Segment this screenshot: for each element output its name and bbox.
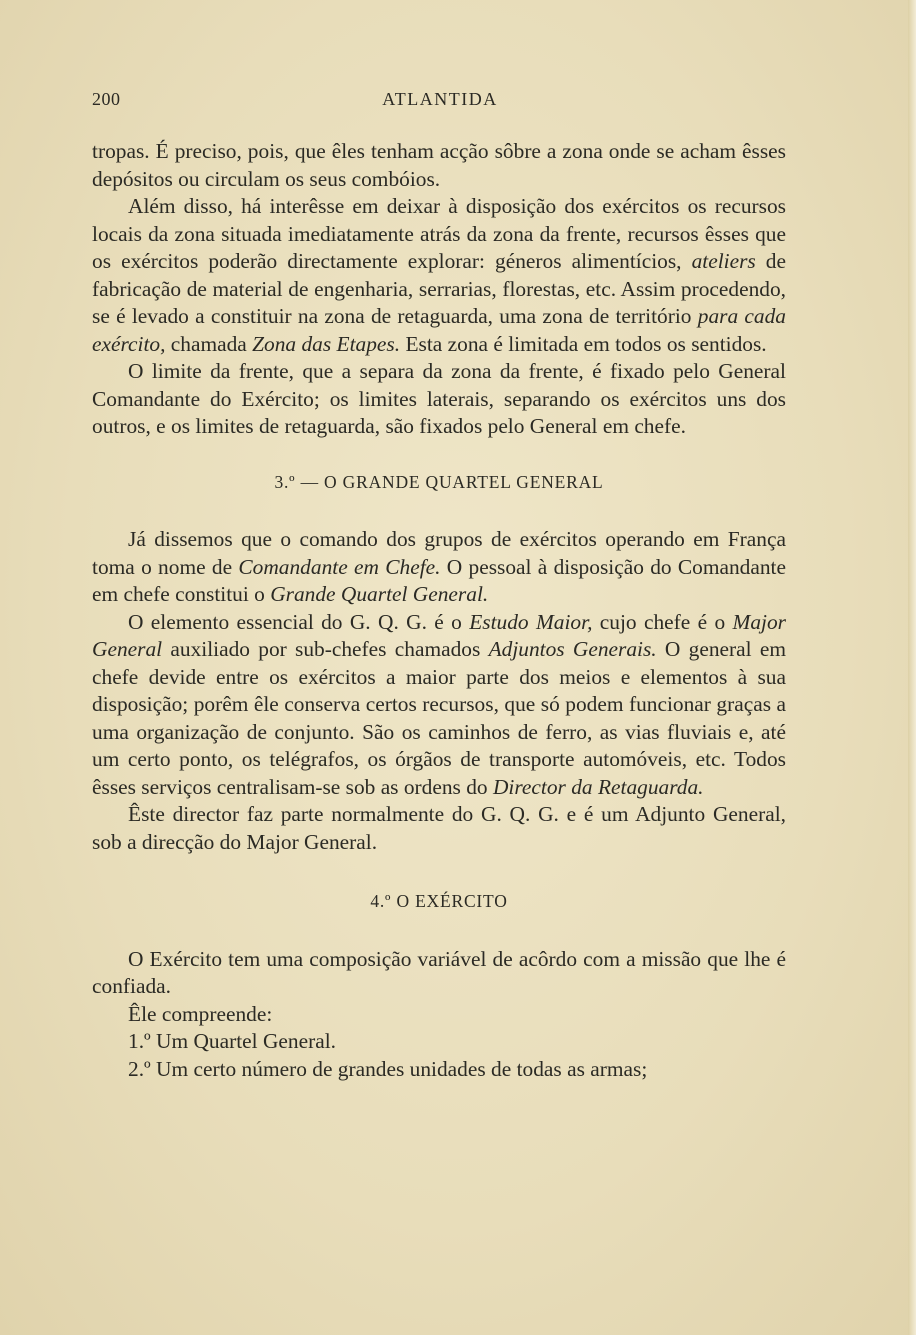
text-run: Além disso, há interêsse em deixar à disposição dos exércitos os recursos locais da zona situada imediatamente atrás da zona da frente, recursos êsses que os exércitos poderão directamente explorar: géneros alimentícios, — [92, 194, 786, 273]
paragraph-comando — [92, 526, 786, 609]
italic-term: para cada exército, — [92, 304, 786, 356]
paragraph-compreende: Êle compreende: — [128, 1001, 273, 1026]
paragraph-limits: O limite da frente, que a separa da zona da frente, é fixado pelo General Comandante do Exército; os limites laterais, separando os exércitos uns dos outros, e os limites de retaguarda, são fixados pelo General em chefe. — [92, 359, 786, 438]
italic-term: Comandante em Chefe. — [238, 554, 441, 579]
paragraph-continued: tropas. É preciso, pois, que êles tenham acção sôbre a zona onde se acham êsses depósitos ou circulam os seus combóios. — [92, 139, 786, 191]
italic-term: Major General — [92, 609, 786, 661]
text-run: chamada — [165, 331, 253, 356]
page-number: 200 — [92, 89, 121, 109]
text-run: O elemento essencial do G. Q. G. é o — [128, 609, 470, 634]
paragraph-composicao: O Exército tem uma composição variável de acôrdo com a missão que lhe é confiada. — [92, 946, 786, 998]
text-run: Esta zona é limitada em todos os sentidos. — [400, 331, 767, 356]
paragraph-estado-maior — [92, 609, 786, 802]
italic-term: Estudo Maior, — [469, 609, 593, 634]
italic-term: Adjuntos Generais. — [488, 637, 657, 661]
paragraph-resources — [92, 193, 786, 358]
section-heading-exercito: 4.º O EXÉRCITO — [370, 891, 508, 911]
italic-term: ateliers — [691, 249, 756, 273]
list-item: 1.º Um Quartel General. — [128, 1029, 336, 1053]
text-run: O pessoal à disposição do Comandante em chefe constitui o — [92, 554, 786, 606]
list-item: 2.º Um certo número de grandes unidades de todas as armas; — [128, 1056, 648, 1081]
italic-term: Grande Quartel General. — [270, 582, 489, 606]
running-title: ATLANTIDA — [382, 89, 498, 109]
text-run: auxiliado por sub-chefes chamados — [162, 637, 489, 661]
text-run: de fabricação de material de engenharia, serrarias, florestas, etc. Assim procedendo, se é levado a constituir na zona de retaguarda, uma zona de território — [92, 249, 786, 328]
text-run: Já dissemos que o comando dos grupos de exércitos operando em França toma o nome de — [92, 527, 786, 579]
paragraph-director: Êste director faz parte normalmente do G. Q. G. e é um Adjunto General, sob a direcção do Major General. — [92, 802, 786, 854]
italic-term: Zona das Etapes. — [252, 331, 401, 356]
page-header — [92, 89, 788, 115]
italic-term: Director da Retaguarda. — [492, 774, 704, 799]
text-run: cujo chefe é o — [592, 609, 733, 634]
text-run: O general em chefe devide entre os exércitos a maior parte dos meios e elementos à sua disposição; porêm êle conserva certos recursos, que só podem funcionar graças a uma organização de conjunto. São os caminhos de ferro, as vias fluviais e, até um certo ponto, os telégrafos, os órgãos de transporte automóveis, etc. Todos êsses serviços centralisam-se sob as ordens do — [92, 637, 786, 799]
section-heading-grande-quartel: 3.º — O GRANDE QUARTEL GENERAL — [274, 471, 604, 492]
page-edge — [908, 0, 916, 1335]
page-body — [92, 138, 786, 1083]
